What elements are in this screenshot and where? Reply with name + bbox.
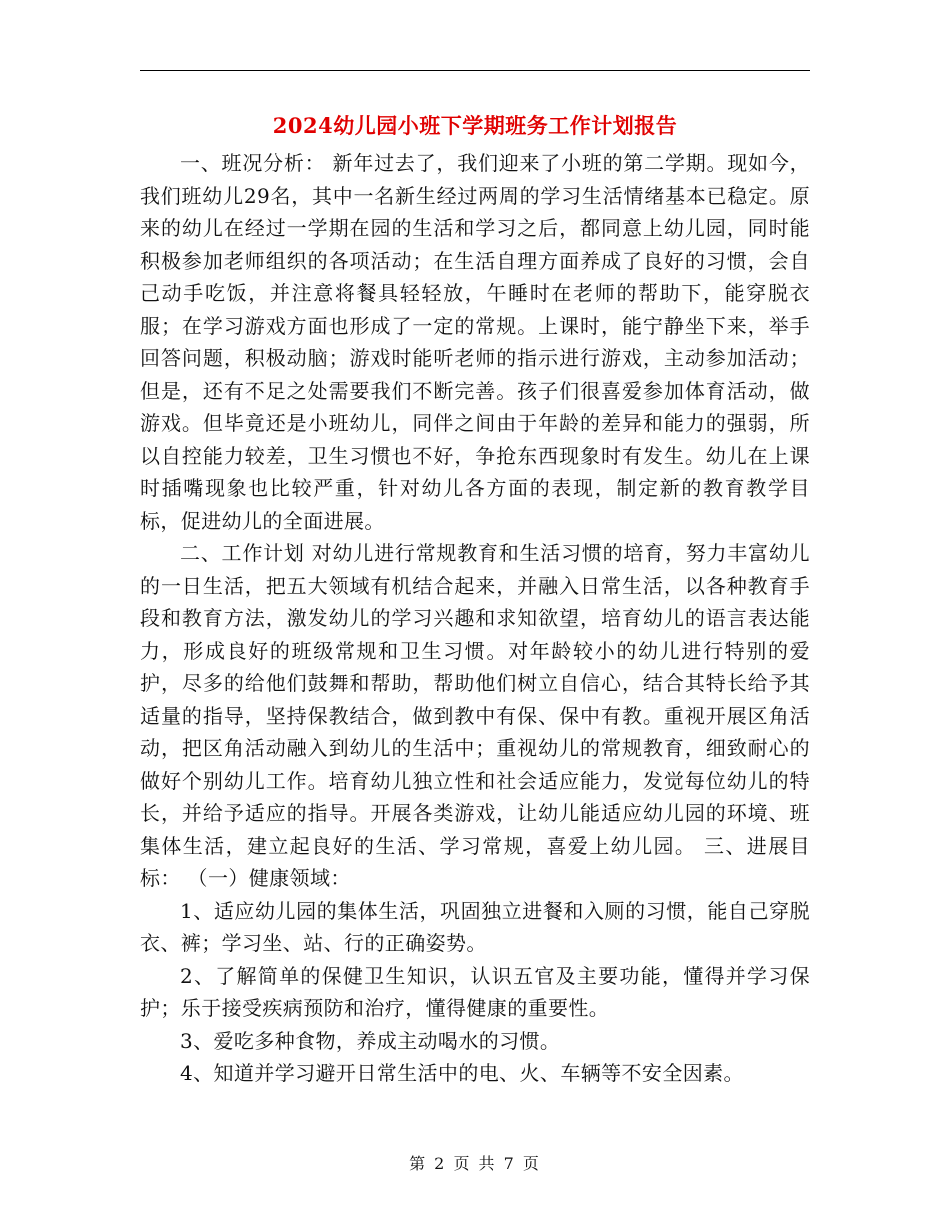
document-body <box>140 147 810 1090</box>
paragraph-health-goal-2: 2、了解简单的保健卫生知识，认识五官及主要功能，懂得并学习保护；乐于接受疾病预防和治疗，懂得健康的重要性。 <box>140 963 810 1020</box>
paragraph-health-goal-4: 4、知道并学习避开日常生活中的电、火、车辆等不安全因素。 <box>180 1061 744 1085</box>
paragraph-health-goal-3: 3、爱吃多种食物，养成主动喝水的习惯。 <box>180 1028 561 1053</box>
page-number: 第 2 页 共 7 页 <box>409 1154 541 1173</box>
header-rule <box>140 70 810 71</box>
paragraph-work-plan: 二、工作计划 对幼儿进行常规教育和生活习惯的培育，努力丰富幼儿的一日生活，把五大领域有机结合起来，并融入日常生活，以各种教育手段和教育方法，激发幼儿的学习兴趣和求知欲望，培育幼儿的语言表达能力，形成良好的班级常规和卫生习惯。对年龄较小的幼儿进行特别的爱护，尽多的给他们鼓舞和帮助，帮助他们树立自信心，结合其特长给予其适量的指导，坚持保教结合，做到教中有保、保中有教。重视开展区角活动，把区角活动融入到幼儿的生活中；重视幼儿的常规教育，细致耐心的做好个别幼儿工作。培育幼儿独立性和社会适应能力，发觉每位幼儿的特长，并给予适应的指导。开展各类游戏，让幼儿能适应幼儿园的环境、班集体生活，建立起良好的生活、学习常规，喜爱上幼儿园。 三、进展目标： （一）健康领域： <box>140 541 810 890</box>
paragraph-health-goal-1: 1、适应幼儿园的集体生活，巩固独立进餐和入厕的习惯，能自己穿脱衣、裤；学习坐、站、行的正确姿势。 <box>140 898 810 955</box>
paragraph-class-analysis: 一、班况分析： 新年过去了，我们迎来了小班的第二学期。现如今，我们班幼儿29名，其中一名新生经过两周的学习生活情绪基本已稳定。原来的幼儿在经过一学期在园的生活和学习之后，都同意上幼儿园，同时能积极参加老师组织的各项活动；在生活自理方面养成了良好的习惯，会自己动手吃饭，并注意将餐具轻轻放，午睡时在老师的帮助下，能穿脱衣服；在学习游戏方面也形成了一定的常规。上课时，能宁静坐下来，举手回答问题，积极动脑；游戏时能听老师的指示进行游戏，主动参加活动；但是，还有不足之处需要我们不断完善。孩子们很喜爱参加体育活动，做游戏。但毕竟还是小班幼儿，同伴之间由于年龄的差异和能力的强弱，所以自控能力较差，卫生习惯也不好，争抢东西现象时有发生。幼儿在上课时插嘴现象也比较严重，针对幼儿各方面的表现，制定新的教育教学目标，促进幼儿的全面进展。 <box>140 151 810 533</box>
document-title: 2024幼儿园小班下学期班务工作计划报告 <box>272 113 678 138</box>
